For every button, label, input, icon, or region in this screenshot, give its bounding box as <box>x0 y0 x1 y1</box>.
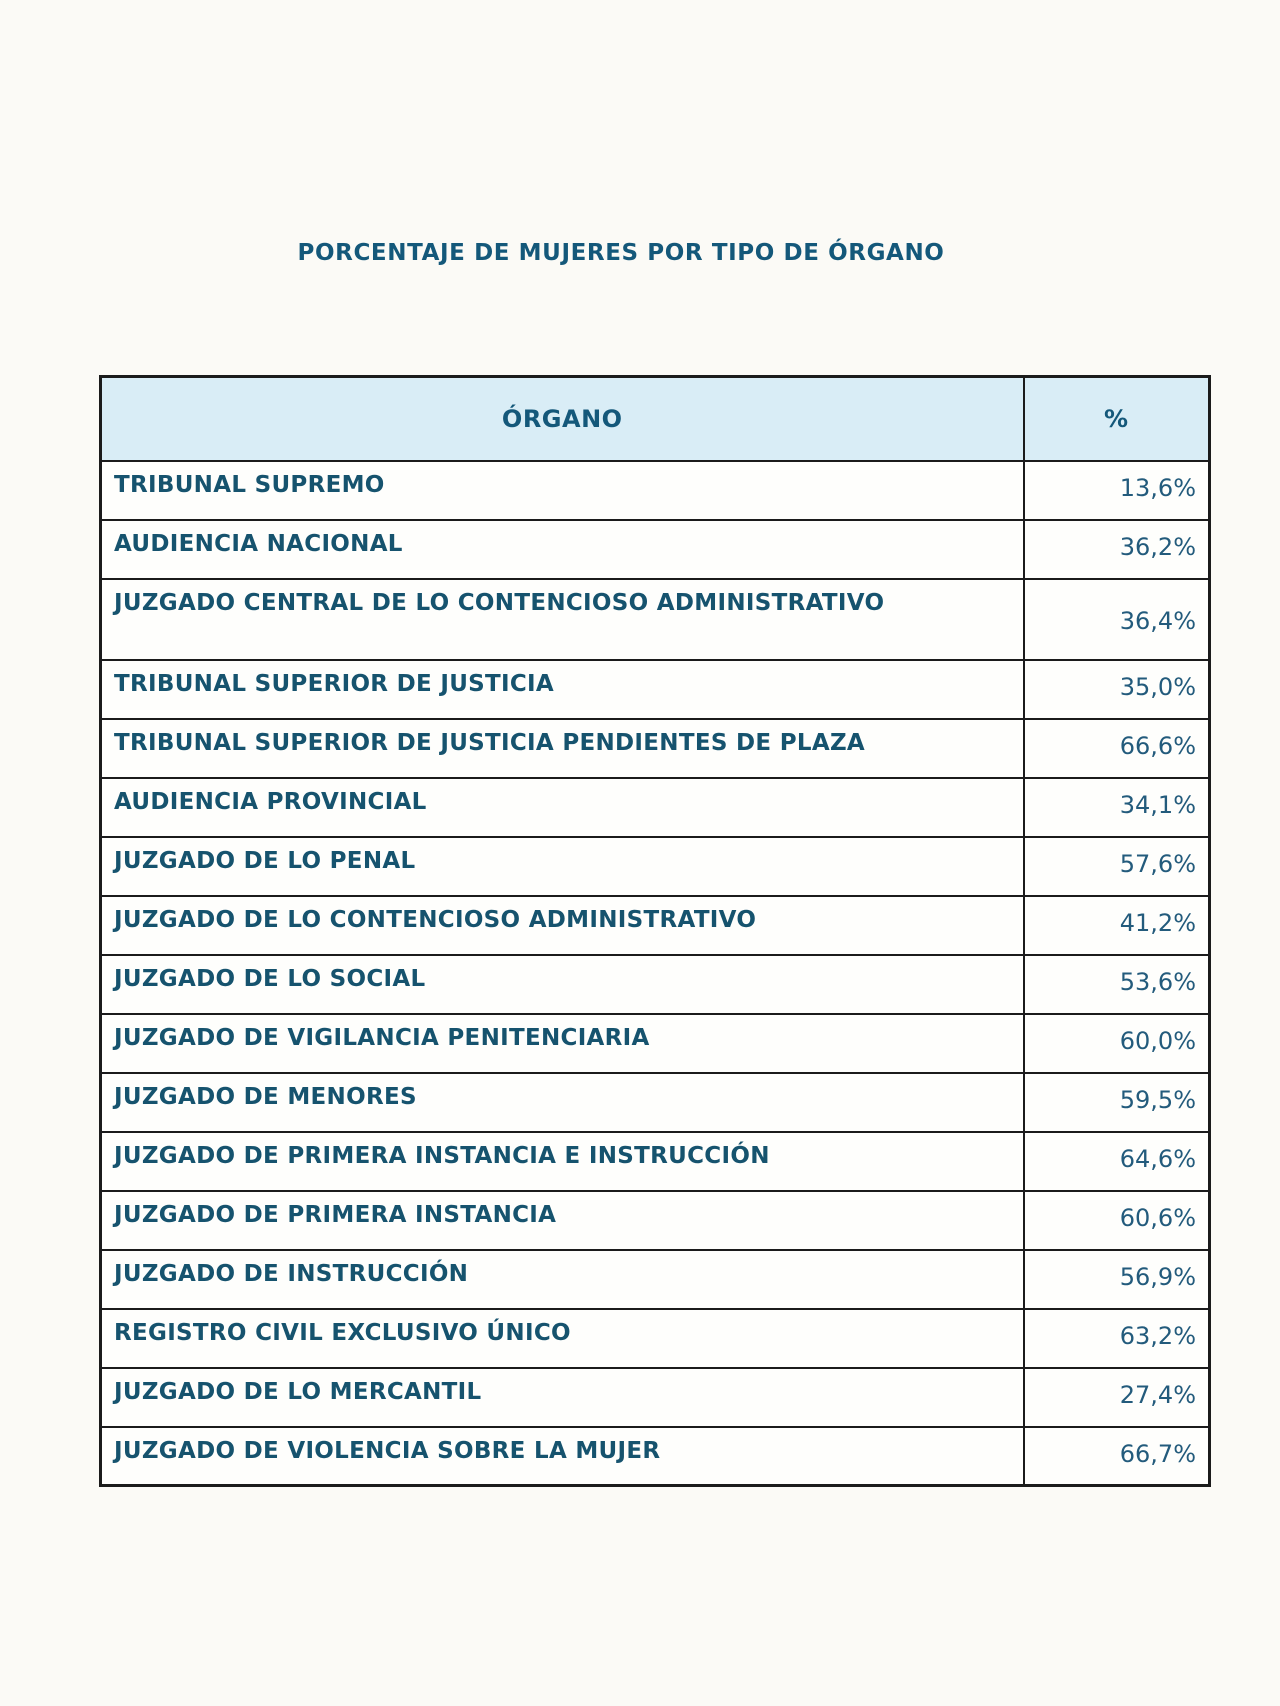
percent-cell: 64,6% <box>1024 1132 1210 1191</box>
table-row <box>101 660 1210 719</box>
percent-cell: 27,4% <box>1024 1368 1210 1427</box>
table-row <box>101 1191 1210 1250</box>
organ-cell: AUDIENCIA PROVINCIAL <box>101 778 1024 837</box>
table-row <box>101 896 1210 955</box>
percent-cell: 35,0% <box>1024 660 1210 719</box>
organ-cell: JUZGADO DE VIOLENCIA SOBRE LA MUJER <box>101 1427 1024 1486</box>
table-row <box>101 1427 1210 1486</box>
percent-cell: 13,6% <box>1024 461 1210 520</box>
table-row <box>101 579 1210 660</box>
percent-cell: 59,5% <box>1024 1073 1210 1132</box>
column-header-percent: % <box>1024 377 1210 461</box>
table-header <box>101 377 1210 461</box>
page-title: PORCENTAJE DE MUJERES POR TIPO DE ÓRGANO <box>297 240 945 266</box>
percent-cell: 36,4% <box>1024 579 1210 660</box>
organ-cell: JUZGADO DE LO CONTENCIOSO ADMINISTRATIVO <box>101 896 1024 955</box>
table-row <box>101 1132 1210 1191</box>
organ-cell: JUZGADO DE LO MERCANTIL <box>101 1368 1024 1427</box>
percent-cell: 66,6% <box>1024 719 1210 778</box>
table-row <box>101 955 1210 1014</box>
table-row <box>101 719 1210 778</box>
percent-cell: 53,6% <box>1024 955 1210 1014</box>
organ-cell: AUDIENCIA NACIONAL <box>101 520 1024 579</box>
organ-cell: JUZGADO DE MENORES <box>101 1073 1024 1132</box>
percent-cell: 36,2% <box>1024 520 1210 579</box>
organ-cell: JUZGADO DE PRIMERA INSTANCIA E INSTRUCCIÓN <box>101 1132 1024 1191</box>
table-row <box>101 1250 1210 1309</box>
header-row <box>101 377 1210 461</box>
percent-cell: 60,0% <box>1024 1014 1210 1073</box>
table-row <box>101 1073 1210 1132</box>
organ-cell: JUZGADO DE VIGILANCIA PENITENCIARIA <box>101 1014 1024 1073</box>
percent-cell: 34,1% <box>1024 778 1210 837</box>
percent-cell: 63,2% <box>1024 1309 1210 1368</box>
percent-cell: 41,2% <box>1024 896 1210 955</box>
table-row <box>101 1309 1210 1368</box>
organ-cell: JUZGADO CENTRAL DE LO CONTENCIOSO ADMINISTRATIVO <box>101 579 1024 660</box>
organ-cell: REGISTRO CIVIL EXCLUSIVO ÚNICO <box>101 1309 1024 1368</box>
organ-cell: JUZGADO DE INSTRUCCIÓN <box>101 1250 1024 1309</box>
table-row <box>101 1368 1210 1427</box>
organ-cell: JUZGADO DE LO PENAL <box>101 837 1024 896</box>
table-row <box>101 1014 1210 1073</box>
table-body <box>101 461 1210 1486</box>
organ-cell: JUZGADO DE LO SOCIAL <box>101 955 1024 1014</box>
organ-cell: TRIBUNAL SUPERIOR DE JUSTICIA PENDIENTES DE PLAZA <box>101 719 1024 778</box>
organ-cell: JUZGADO DE PRIMERA INSTANCIA <box>101 1191 1024 1250</box>
organ-cell: TRIBUNAL SUPREMO <box>101 461 1024 520</box>
percent-cell: 66,7% <box>1024 1427 1210 1486</box>
percent-cell: 57,6% <box>1024 837 1210 896</box>
table-row <box>101 837 1210 896</box>
organ-cell: TRIBUNAL SUPERIOR DE JUSTICIA <box>101 660 1024 719</box>
table-row <box>101 520 1210 579</box>
percentage-by-organ-table <box>99 375 1211 1487</box>
percent-cell: 56,9% <box>1024 1250 1210 1309</box>
table-row <box>101 461 1210 520</box>
percent-cell: 60,6% <box>1024 1191 1210 1250</box>
column-header-organo: ÓRGANO <box>101 377 1024 461</box>
table-row <box>101 778 1210 837</box>
